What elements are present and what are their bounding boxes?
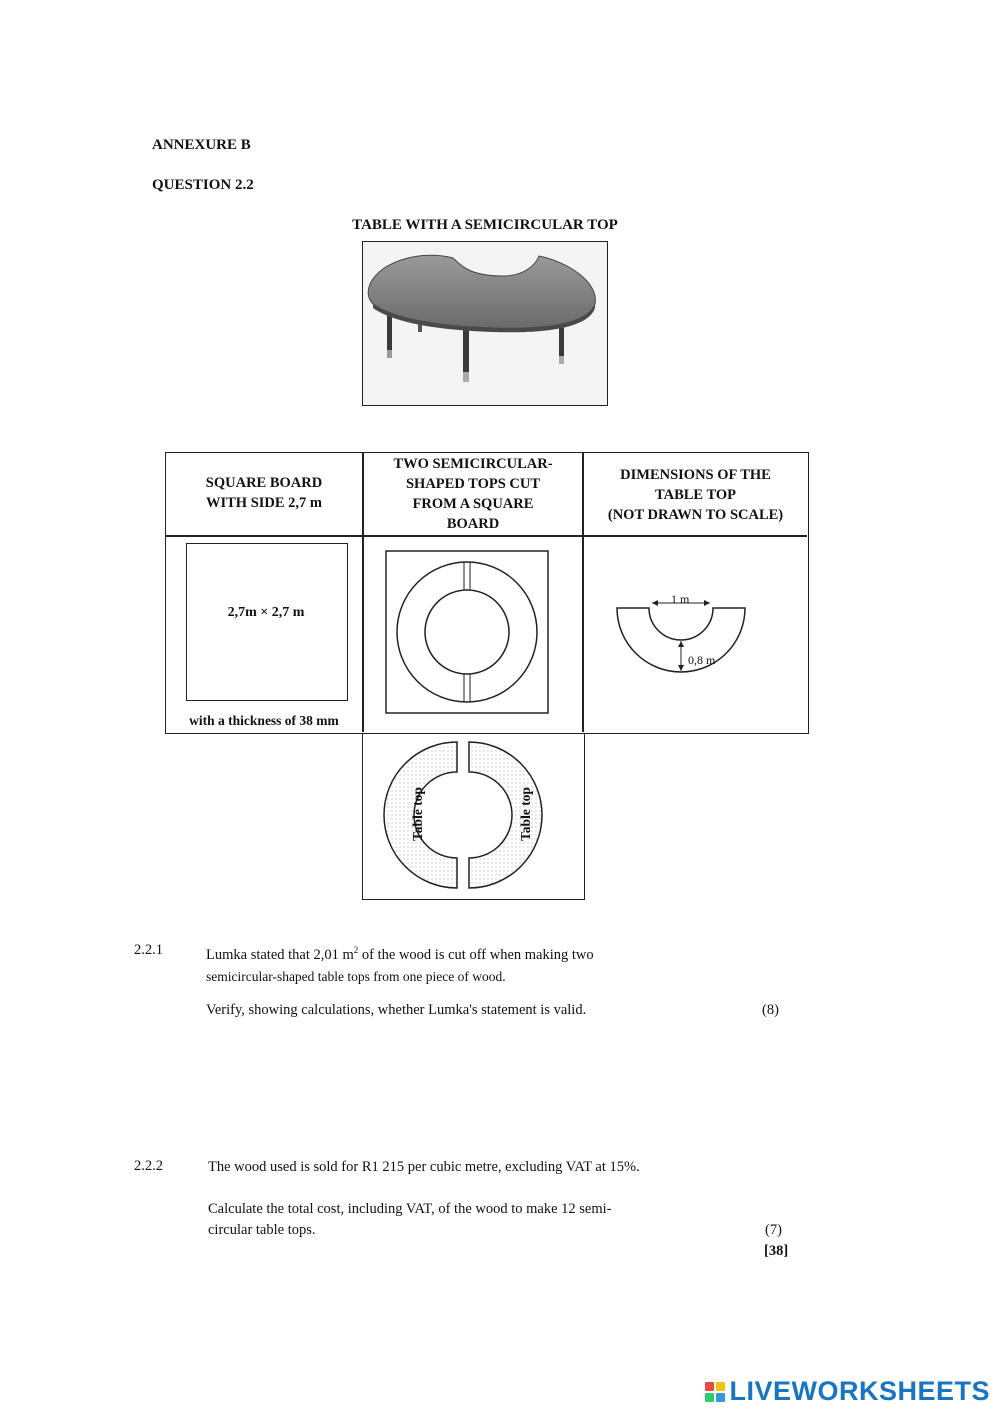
- table-top-label-left: Table top: [410, 787, 425, 841]
- col1-header: SQUARE BOARD WITH SIDE 2,7 m: [205, 475, 323, 511]
- table-top-dimensions-diagram: [606, 583, 806, 693]
- question-text: The wood used is sold for R1 215 per cubic metre, excluding VAT at 15%.: [208, 1159, 640, 1175]
- annexure-table: [165, 452, 809, 734]
- table-top-width-label: 1 m: [671, 592, 690, 606]
- question-number: 2.2.1: [134, 942, 163, 958]
- table-top-label-right: Table top: [518, 787, 533, 841]
- liveworksheets-logo[interactable]: [705, 1376, 990, 1407]
- question-marks: (8): [762, 1002, 779, 1018]
- table-tops-cut-drawing: [362, 733, 585, 900]
- brand-name: LIVEWORKSHEETS: [729, 1376, 990, 1406]
- two-semicircles-in-square: [385, 550, 549, 714]
- figure-title: TABLE WITH A SEMICIRCULAR TOP: [352, 217, 618, 233]
- thickness-note: with a thickness of 38 mm: [189, 713, 339, 728]
- square-board-drawing: [186, 543, 348, 701]
- board-dimension-label: 2,7m × 2,7 m: [227, 605, 305, 620]
- total-marks: [38]: [764, 1243, 789, 1259]
- split-semicircles-diagram: [363, 734, 583, 898]
- question-instruction: Calculate the total cost, including VAT, of the wood to make 12 semi- circular table tops.: [208, 1201, 612, 1238]
- semicircular-table-illustration: [363, 242, 606, 404]
- table-photo: [362, 241, 608, 406]
- col2-header: TWO SEMICIRCULAR- SHAPED TOPS CUT FROM A SQUARE BOARD: [393, 456, 553, 532]
- question-number: 2.2.2: [134, 1158, 163, 1174]
- question-marks: (7): [765, 1222, 782, 1238]
- annexure-heading: ANNEXURE B: [152, 137, 251, 153]
- logo-squares-icon: [705, 1382, 725, 1402]
- col3-header: DIMENSIONS OF THE TABLE TOP (NOT DRAWN TO SCALE): [607, 467, 784, 523]
- table-top-depth-label: 0,8 m: [688, 653, 716, 667]
- question-heading: QUESTION 2.2: [152, 177, 254, 193]
- question-instruction: Verify, showing calculations, whether Lumka's statement is valid.: [206, 1002, 587, 1018]
- question-text: Lumka stated that 2,01 $m^2$ of the wood is cut off when making two semicircular-shaped table tops from one piece of wood.: [206, 945, 594, 984]
